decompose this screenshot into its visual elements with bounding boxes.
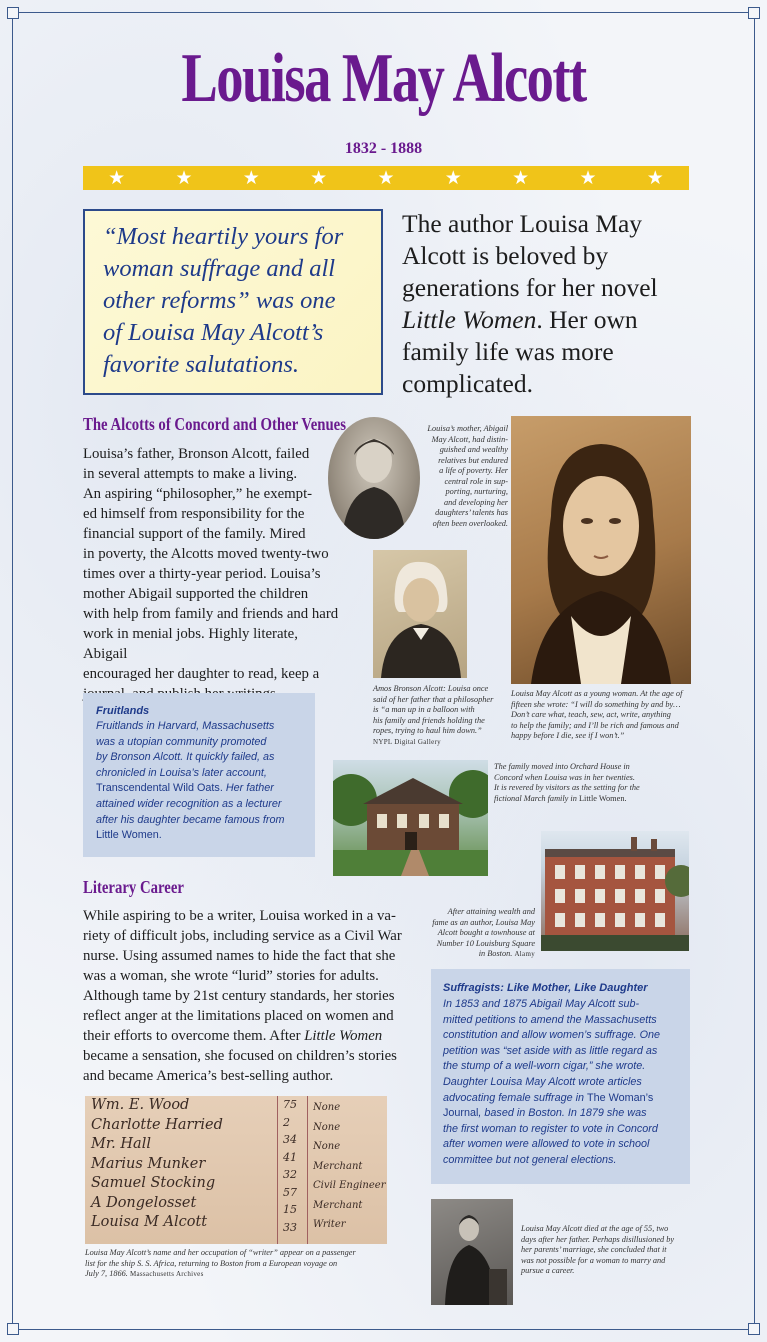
sidebar-line: Daughter Louisa May Alcott wrote articles xyxy=(443,1075,642,1088)
sidebar-line: by Bronson Alcott. It quickly failed, as xyxy=(96,751,275,764)
caption-text: in Boston. xyxy=(478,949,513,958)
caption-line: ropes, trying to haul him down.” xyxy=(373,726,482,735)
book-title: Little Women. xyxy=(96,829,162,842)
portrait-figure xyxy=(373,550,467,678)
life-dates: 1832 - 1888 xyxy=(344,140,423,157)
passenger-list-image xyxy=(85,1096,387,1244)
caption-line: After attaining wealth and xyxy=(447,907,535,916)
caption-line: was not possible for a woman to marry and xyxy=(521,1255,666,1265)
ledger-entry: 34 xyxy=(283,1133,297,1146)
star-icon: ★ xyxy=(646,166,664,189)
caption-line: central role in sup- xyxy=(444,476,508,486)
townhouse-photo xyxy=(541,831,689,951)
publication-title: Journal xyxy=(443,1107,479,1120)
body-line: encouraged her daughter to read, keep a xyxy=(83,666,320,682)
ledger-occupations xyxy=(313,1098,387,1235)
sidebar-line: the stump of a well-worn cigar,” she wrote. xyxy=(443,1060,646,1073)
ledger-entry: None xyxy=(313,1121,341,1133)
quote-box xyxy=(83,209,383,395)
caption-line: guished and wealthy xyxy=(439,445,508,454)
publication-title: The Woman’s xyxy=(587,1091,654,1104)
suffragists-sidebar xyxy=(431,969,690,1184)
caption-line: daughters’ talents has xyxy=(435,508,508,517)
body-line: Although tame by 21st century standards, her stories xyxy=(83,988,395,1004)
body-line: financial support of the family. Mired xyxy=(83,526,306,542)
section-heading: Literary Career xyxy=(83,877,184,897)
body-line: times over a thirty-year period. Louisa’s xyxy=(83,566,321,582)
caption-line xyxy=(85,1269,405,1280)
ledger-entry: 33 xyxy=(283,1220,297,1234)
house-illustration xyxy=(333,760,488,876)
body-line: Louisa’s father, Bronson Alcott, failed xyxy=(83,446,310,462)
sidebar-line: the first woman to register to vote in Concord xyxy=(443,1122,658,1135)
sidebar-line xyxy=(443,1091,690,1107)
body-line: with help from family and friends and hard xyxy=(83,606,339,622)
frame-corner xyxy=(7,1323,19,1335)
orchard-caption xyxy=(494,762,684,804)
caption-line: Louisa May Alcott died at the age of 55, two xyxy=(521,1224,669,1233)
sidebar-line: constitution and allow women’s suffrage. One xyxy=(443,1029,661,1042)
portrait-figure xyxy=(328,417,420,539)
ledger-entry: None xyxy=(313,1141,341,1152)
caption-line: list for the ship S. S. Africa, returning to Boston from a European voyage on xyxy=(85,1258,338,1268)
caption-line: The family moved into Orchard House in xyxy=(494,762,630,771)
ledger-entry: 2 xyxy=(283,1115,290,1129)
star-icon: ★ xyxy=(377,166,395,189)
sidebar-line: petition was “set aside with as little regard as xyxy=(443,1044,658,1057)
ledger-entry: Samuel Stocking xyxy=(91,1175,216,1191)
caption-line xyxy=(494,794,684,805)
quote-line: other reforms” was one xyxy=(103,287,336,314)
caption-line: fame as an author, Louisa May xyxy=(432,917,535,927)
caption-line: Louisa May Alcott’s name and her occupation of “writer” appear on a passenger xyxy=(85,1248,356,1257)
star-icon: ★ xyxy=(444,166,462,189)
photo-credit: NYPL Digital Gallery xyxy=(373,737,441,746)
caption-line: It is revered by visitors as the setting for the xyxy=(494,783,640,792)
photo-credit: Alamy xyxy=(514,950,535,958)
caption-line: fifteen she wrote: “I will do something by and by… xyxy=(511,699,681,709)
sidebar-line: mitted petitions to amend the Massachusetts xyxy=(443,1013,657,1026)
ledger-entry: Merchant xyxy=(313,1160,363,1172)
abigail-caption xyxy=(408,424,508,529)
sidebar-text: Her father xyxy=(222,782,274,795)
young-louisa-portrait xyxy=(511,416,691,684)
page-title: Louisa May Alcott xyxy=(181,40,586,117)
caption-text: July 7, 1866. xyxy=(85,1269,128,1278)
lead-paragraph xyxy=(402,208,702,400)
section-body xyxy=(83,906,413,1086)
sidebar-line: In 1853 and 1875 Abigail May Alcott sub- xyxy=(443,998,640,1010)
sidebar-line xyxy=(96,781,315,797)
sidebar-line xyxy=(443,1106,690,1122)
caption-line: Alcott bought a townhouse at xyxy=(437,928,535,937)
star-icon: ★ xyxy=(175,166,193,189)
body-line xyxy=(83,1026,413,1046)
ledger-entry: Charlotte Harried xyxy=(91,1116,223,1133)
ledger-entry: A Dongelosset xyxy=(91,1194,197,1211)
sidebar-line: after his daughter became famous from xyxy=(96,813,285,826)
frame-corner xyxy=(748,7,760,19)
caption-line: porting, nurturing, xyxy=(445,487,508,496)
caption-line: relatives but endured xyxy=(438,455,508,465)
abigail-portrait xyxy=(328,417,420,539)
ledger-rule xyxy=(307,1096,308,1244)
fruitlands-sidebar xyxy=(83,693,315,857)
body-text: their efforts to overcome them. After xyxy=(83,1028,305,1044)
ledger-entry: 15 xyxy=(283,1203,297,1216)
star-icon: ★ xyxy=(108,166,126,189)
star-banner xyxy=(83,166,689,190)
ledger-entry: Mr. Hall xyxy=(91,1136,151,1152)
townhouse-illustration xyxy=(541,831,689,951)
sidebar-text: advocating female suffrage in xyxy=(443,1091,588,1104)
body-line: reflect anger at the limitations placed on women and xyxy=(83,1008,394,1024)
caption-line: days after her father. Perhaps disillusioned by xyxy=(521,1234,675,1244)
star-icon: ★ xyxy=(310,166,328,189)
caption-line: Number 10 Louisburg Square xyxy=(436,938,535,948)
ledger-entry: Civil Engineer xyxy=(313,1180,386,1191)
sidebar-line: after women were allowed to vote in school xyxy=(443,1138,650,1151)
section-body xyxy=(83,444,343,704)
body-line: and became America’s best-selling author. xyxy=(83,1068,334,1084)
caption-line: happy before I die, see if I won’t.” xyxy=(511,731,625,740)
bronson-portrait xyxy=(373,550,467,678)
body-line: became a sensation, she focused on children’s stories xyxy=(83,1048,397,1064)
frame-corner xyxy=(748,1323,760,1335)
ledger-entry: Writer xyxy=(313,1219,346,1230)
body-line: riety of difficult jobs, including service as a Civil War xyxy=(83,928,402,944)
ledger-entry: Marius Munker xyxy=(91,1155,206,1172)
orchard-house-photo xyxy=(333,760,488,876)
death-caption xyxy=(521,1224,691,1277)
section-heading: The Alcotts of Concord and Other Venues xyxy=(83,414,346,434)
sidebar-text: , based in Boston. In 1879 she was xyxy=(478,1107,647,1120)
body-line: was a woman, she wrote “lurid” stories for adults. xyxy=(83,968,379,984)
caption-line: a life of poverty. Her xyxy=(439,466,508,475)
portrait-figure xyxy=(511,416,691,684)
book-title: Transcendental Wild Oats. xyxy=(96,782,223,795)
ledger-rule xyxy=(277,1096,278,1244)
ledger-entry: Wm. E. Wood xyxy=(91,1097,190,1113)
caption-line: her parents’ marriage, she concluded that it xyxy=(521,1245,667,1254)
caption-line: pursue a career. xyxy=(521,1266,575,1275)
caption-line: to help the family; and I’ll be rich and famous and xyxy=(511,720,679,730)
body-line: in poverty, the Alcotts moved twenty-two xyxy=(83,546,329,562)
ledger-names xyxy=(91,1096,277,1233)
caption-line: Louisa May Alcott as a young woman. At the age of xyxy=(511,689,683,698)
caption-line: his family and friends holding the xyxy=(373,715,485,725)
quote-line: “Most heartily yours for xyxy=(103,223,344,250)
caption-line: Concord when Louisa was in her twenties. xyxy=(494,772,635,782)
ledger-entry: 75 xyxy=(283,1098,297,1111)
book-title: Little Women. xyxy=(578,793,627,803)
sidebar-line: was a utopian community promoted xyxy=(96,735,267,748)
portrait-figure xyxy=(431,1199,513,1305)
ledger-entry: 32 xyxy=(283,1168,297,1181)
body-line: work in menial jobs. Highly literate, Abigail xyxy=(83,626,298,662)
body-line: ed himself from responsibility for the xyxy=(83,506,305,522)
sidebar-line: committee but not general elections. xyxy=(443,1153,617,1166)
body-line: mother Abigail supported the children xyxy=(83,586,309,602)
caption-line: Louisa’s mother, Abigail xyxy=(427,424,508,433)
lead-text: The author Louisa May Alcott is beloved by generations for her novel xyxy=(402,209,658,302)
ledger-entry: None xyxy=(313,1102,341,1113)
ledger-ages xyxy=(283,1096,305,1236)
caption-text: fictional March family in xyxy=(494,793,579,803)
townhouse-caption xyxy=(419,907,535,960)
young-louisa-caption xyxy=(511,689,701,742)
ledger-caption xyxy=(85,1248,405,1280)
star-icon: ★ xyxy=(242,166,260,189)
older-louisa-photo xyxy=(431,1199,513,1305)
quote-line: favorite salutations. xyxy=(103,351,299,378)
ledger-entry: 41 xyxy=(283,1150,297,1164)
body-line: nurse. Using assumed names to hide the fact that she xyxy=(83,948,396,964)
frame-corner xyxy=(7,7,19,19)
body-line: An aspiring “philosopher,” he exempt- xyxy=(83,486,313,502)
ledger-entry: Merchant xyxy=(313,1199,363,1211)
sidebar-line: attained wider recognition as a lecturer xyxy=(96,797,282,810)
sidebar-title: Suffragists: Like Mother, Like Daughter xyxy=(443,982,648,994)
caption-line: and developing her xyxy=(443,497,508,507)
body-line: While aspiring to be a writer, Louisa worked in a va- xyxy=(83,908,396,924)
star-icon: ★ xyxy=(512,166,530,189)
sidebar-line: Fruitlands in Harvard, Massachusetts xyxy=(96,720,275,732)
ledger-entry: 57 xyxy=(283,1185,297,1199)
quote-line: of Louisa May Alcott’s xyxy=(103,319,324,346)
body-line: in several attempts to make a living. xyxy=(83,466,298,482)
caption-line: Don’t care what, teach, sew, act, write, anything xyxy=(511,710,671,719)
caption-line xyxy=(419,949,535,960)
caption-line: Amos Bronson Alcott: Louisa once xyxy=(373,684,489,693)
book-title: Little Women xyxy=(304,1028,383,1044)
ledger-entry: Louisa M Alcott xyxy=(91,1214,208,1230)
caption-line: often been overlooked. xyxy=(432,518,508,528)
caption-line: is “a man up in a balloon with xyxy=(373,705,475,714)
sidebar-line: chronicled in Louisa’s later account, xyxy=(96,766,267,779)
sidebar-title: Fruitlands xyxy=(96,705,150,717)
quote-line: woman suffrage and all xyxy=(103,255,336,282)
lead-book-title: Little Women xyxy=(402,305,537,334)
photo-credit: Massachusetts Archives xyxy=(129,1270,204,1278)
caption-line: said of her father that a philosopher xyxy=(373,694,494,704)
bronson-caption xyxy=(373,684,513,747)
lead-text: . Her own family life was more complicated. xyxy=(402,305,638,398)
star-icon: ★ xyxy=(579,166,597,189)
caption-line: May Alcott, had distin- xyxy=(431,434,508,444)
